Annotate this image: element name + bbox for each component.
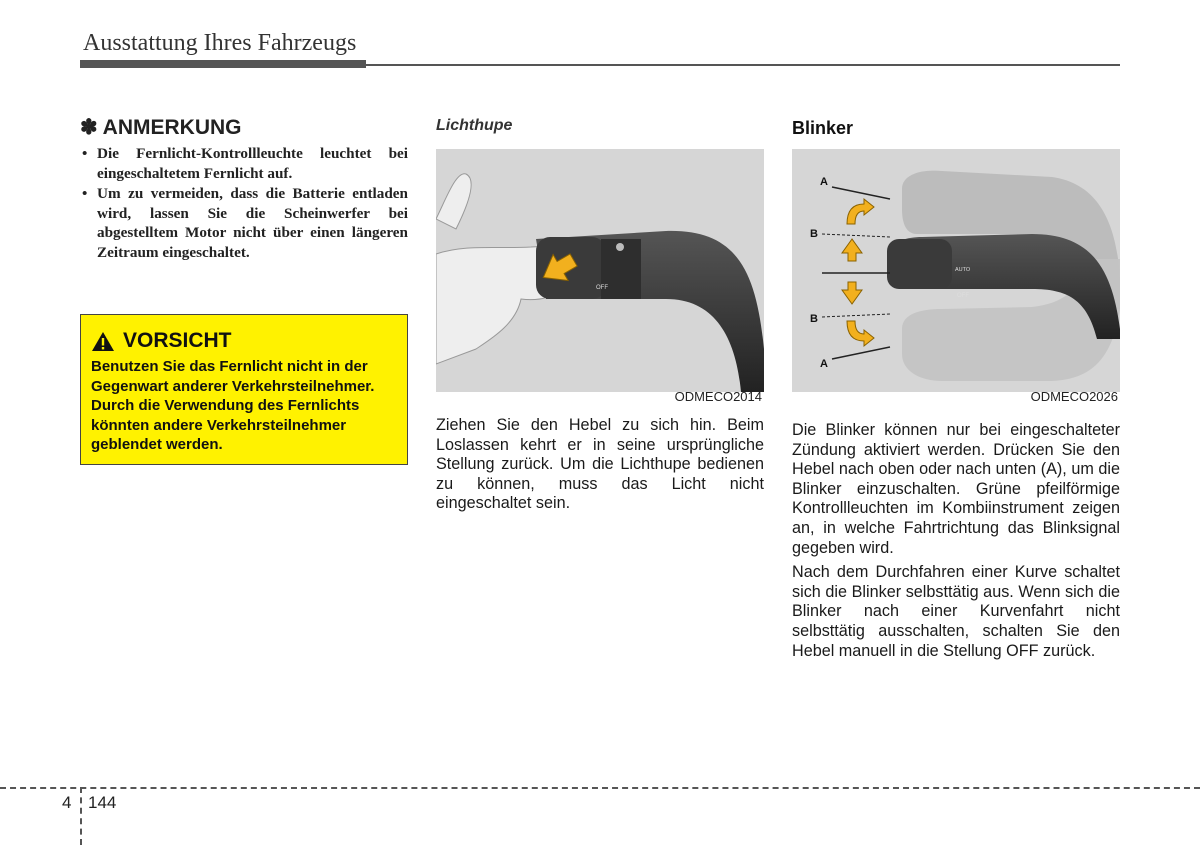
warning-triangle-icon (91, 331, 115, 352)
blinker-heading: Blinker (792, 118, 854, 138)
chapter-number: 4 (62, 793, 72, 812)
figure-caption: ODMECO2026 (1030, 389, 1118, 404)
warning-header (91, 329, 397, 353)
warning-box (80, 314, 408, 465)
footer-rule (0, 787, 1200, 789)
figure-label-a-top: A (820, 176, 828, 188)
note-section (80, 115, 408, 264)
header-bar (80, 60, 366, 68)
figure-label-b-top: B (810, 228, 818, 240)
blinker-figure (792, 149, 1120, 404)
warning-text: Benutzen Sie das Fernlicht nicht in der Gegenwart anderer Verkehrsteilnehmer. Durch die Verwendung des Fernlichts könnten andere Verkehrsteilnehmer geblendet werden. (91, 358, 375, 453)
figure-caption: ODMECO2014 (674, 389, 762, 404)
header-rule (366, 64, 1120, 66)
figure-label-b-bottom: B (810, 313, 818, 325)
turn-signal-illustration (792, 149, 1120, 392)
warning-title: VORSICHT (123, 329, 232, 352)
lever-off-label: OFF (957, 293, 969, 299)
note-list (80, 144, 408, 263)
page-number: 144 (88, 793, 117, 812)
note-item-text: Um zu vermeiden, dass die Batterie entladen wird, lassen Sie die Scheinwerfer bei abgestelltem Motor nicht über einen längeren Zeitraum eingeschaltet. (97, 185, 408, 261)
lichthupe-heading: Lichthupe (436, 117, 513, 134)
lichthupe-figure (436, 149, 764, 404)
list-item: • Die Fernlicht-Kontrollleuchte leuchtet bei eingeschaltetem Fernlicht auf. (82, 145, 408, 182)
note-item-text: Die Fernlicht-Kontrollleuchte leuchtet bei eingeschaltetem Fernlicht auf. (97, 145, 408, 182)
footer-divider (80, 787, 82, 845)
lever-auto-label: AUTO (955, 267, 971, 273)
blinker-paragraph-1: Die Blinker können nur bei eingeschalteter Zündung aktiviert werden. Drücken Sie den Hebel nach oben oder nach unten (A), um die Blinker einzuschalten. Grüne pfeilförmige Kontrollleuchten im Kombiinstrument zeigen an, in welche Fahrtrichtung das Blinksignal gegeben wird. (792, 421, 1120, 557)
svg-text:OFF: OFF (596, 285, 608, 291)
lichthupe-text: Ziehen Sie den Hebel zu sich hin. Beim Loslassen kehrt er in seine ursprüngliche Stellung zurück. Um die Lichthupe bedienen zu können, muss das Licht nicht eingeschaltet sein. (436, 416, 764, 513)
figure-label-a-bottom: A (820, 358, 828, 370)
blinker-text (792, 421, 1120, 666)
lever-illustration (436, 149, 764, 392)
list-item: • Um zu vermeiden, dass die Batterie entladen wird, lassen Sie die Scheinwerfer bei abgestelltem Motor nicht über einen längeren Zeitraum eingeschaltet. (82, 185, 408, 261)
note-title: ✽ ANMERKUNG (80, 116, 242, 139)
header-title: Ausstattung Ihres Fahrzeugs (83, 30, 357, 56)
blinker-paragraph-2: Nach dem Durchfahren einer Kurve schaltet sich die Blinker selbsttätig aus. Wenn sich die Blinker nach einer Kurvenfahrt nicht selbsttätig ausschalten, schalten Sie den Hebel manuell in die Stellung OFF zurück. (792, 563, 1120, 660)
